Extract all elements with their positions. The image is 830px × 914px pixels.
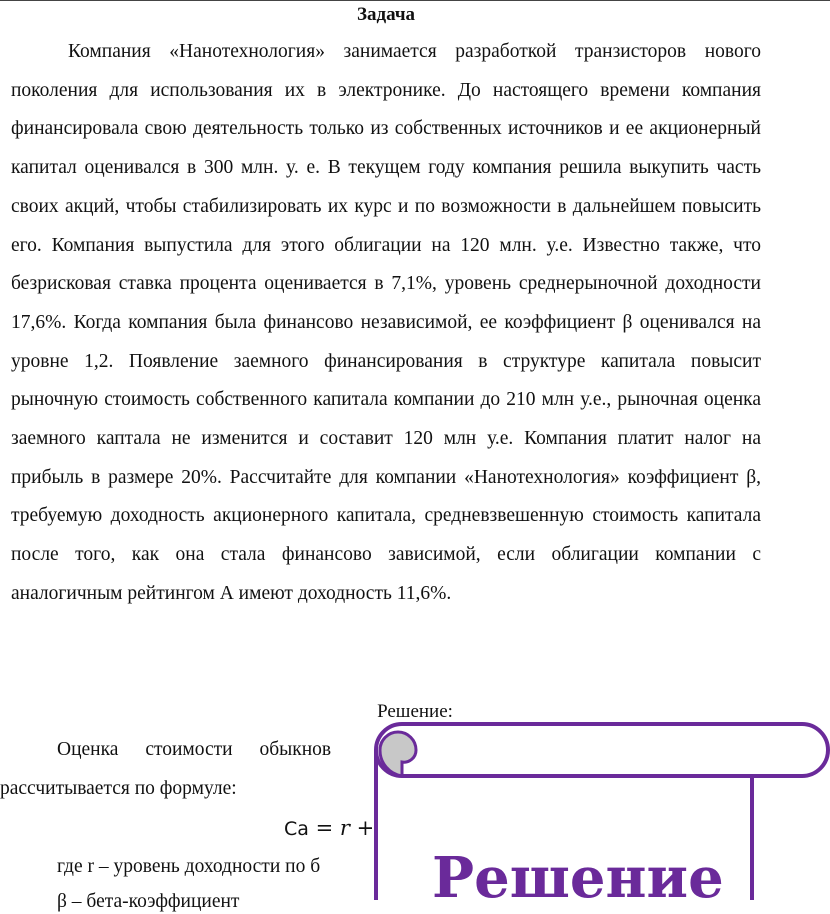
solution-heading: Решение: <box>377 701 453 722</box>
formula <box>284 815 374 842</box>
solution-text-line-1: Оценка стоимости обыкнов <box>57 739 332 760</box>
scroll-top-roll <box>376 724 828 776</box>
task-paragraph: Компания «Нанотехнология» занимается разработкой транзисторов нового поколения для использования их в электронике. До настоящего времени компания финансировала свою деятельность только из собственных источников и ее акционерный капитал оценивался в 300 млн. у. е. В текущем году компания решила выкупить часть своих акций, чтобы стабилизировать их курс и по возможности в дальнейшем повысить его. Компания выпустила для этого облигации на 120 млн. у.е. Известно также, что безрисковая ставка процента оценивается в 7,1%, уровень среднерыночной доходности 17,6%. Когда компания была финансово независимой, ее коэффициент β оценивался на уровне 1,2. Появление заемного финансирования в структуре капитала повысит рыночную стоимость собственного капитала компании до 210 млн у.е., рыночная оценка заемного каптала не изменится и составит 120 млн у.е. Компания платит налог на прибыль в размере 20%. Рассчитайте для компании «Нанотехнология» коэффициент β, требуемую доходность акционерного капитала, средневзвешенную стоимость капитала после того, как она стала финансово зависимой, если облигации компании с аналогичным рейтингом А имеют доходность 11,6%. <box>11 41 761 604</box>
formula-equals: = <box>308 816 340 840</box>
banner-title: Решение <box>432 845 724 911</box>
top-border-line <box>0 0 830 1</box>
formula-plus: + <box>349 816 375 840</box>
formula-r: r <box>339 816 350 840</box>
solution-text-line-2: рассчитывается по формуле: <box>0 778 237 799</box>
formula-ca: Ca <box>284 818 309 840</box>
solution-text-line-4: где r – уровень доходности по б <box>57 856 321 877</box>
solution-text-line-5: β – бета-коэффициент <box>57 891 240 912</box>
task-title: Задача <box>356 4 416 25</box>
solution-scroll-banner[interactable] <box>372 720 830 911</box>
